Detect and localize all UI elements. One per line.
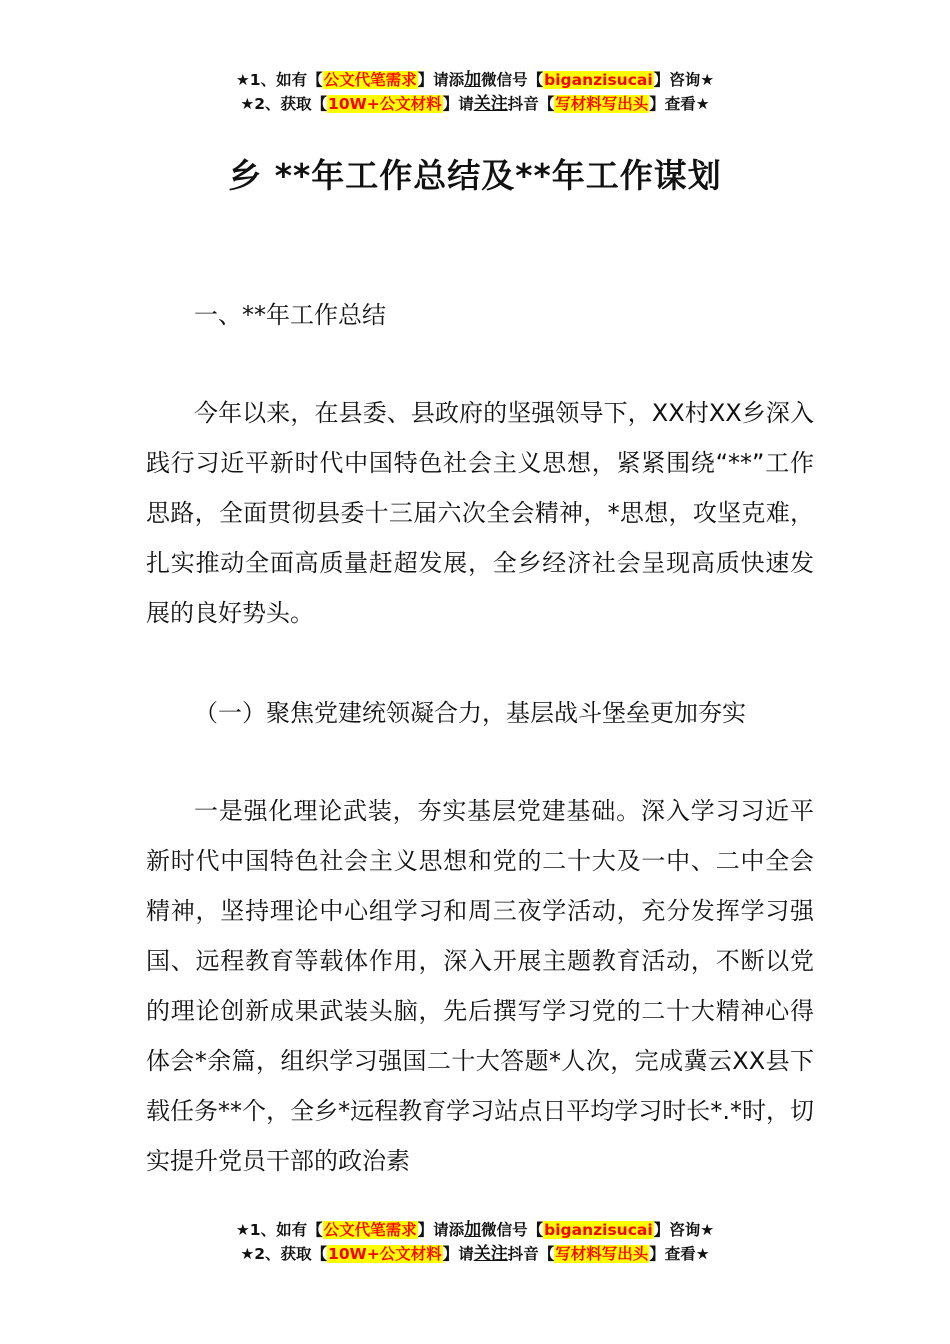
banner-text: 】查看★ [649, 1245, 710, 1263]
page-title: 乡 **年工作总结及**年工作谋划 [228, 156, 722, 195]
banner-text: 】请添 [417, 1221, 465, 1239]
highlight-wechat-id: biganzisucai [544, 71, 653, 89]
highlight-service: 公文代笔需求 [323, 1221, 417, 1239]
banner-text: 】请 [442, 1245, 474, 1263]
highlight-materials: 10W+公文材料 [328, 95, 442, 113]
banner-emphasis: 关注 [473, 94, 508, 114]
section-heading: 一、**年工作总结 [194, 301, 386, 329]
banner-text: 】咨询★ [653, 1221, 715, 1239]
banner-text: ★2、获取【 [240, 1245, 328, 1263]
highlight-materials: 10W+公文材料 [328, 1245, 442, 1263]
banner-emphasis: 关注 [473, 1244, 508, 1264]
banner-emphasis: 加 [464, 70, 482, 90]
banner-text: ★2、获取【 [240, 95, 328, 113]
subsection-heading: （一）聚焦党建统领凝合力，基层战斗堡垒更加夯实 [194, 699, 746, 727]
body-paragraph: 一是强化理论武装，夯实基层党建基础。深入学习习近平新时代中国特色社会主义思想和党的二十大及一中、二中全会精神，坚持理论中心组学习和周三夜学活动，充分发挥学习强国、远程教育等载体作用，深入开展主题教育活动，不断以党的理论创新成果武装头脑，先后撰写学习党的二十大精神心得体会*余篇，组织学习强国二十大答题*人次，完成冀云XX县下载任务**个，全乡*远程教育学习站点日平均学习时长*.*时，切实提升党员干部的政治素 [146, 797, 814, 1175]
banner-text: ★1、如有【 [235, 1221, 323, 1239]
banner-text: 微信号【 [481, 71, 544, 89]
banner-text: 】请 [442, 95, 474, 113]
banner-text: 抖音【 [507, 1245, 555, 1263]
banner-text: 抖音【 [507, 95, 555, 113]
footer-banner [0, 1218, 950, 1266]
highlight-wechat-id: biganzisucai [544, 1221, 653, 1239]
banner-emphasis: 加 [464, 1220, 482, 1240]
banner-text: 】查看★ [649, 95, 710, 113]
intro-paragraph: 今年以来，在县委、县政府的坚强领导下，XX村XX乡深入践行习近平新时代中国特色社会主义思想，紧紧围绕“**”工作思路，全面贯彻县委十三届六次全会精神，*思想，攻坚克难，扎实推动全面高质量赶超发展，全乡经济社会呈现高质快速发展的良好势头。 [146, 399, 814, 627]
banner-line-2 [0, 1242, 950, 1266]
banner-line-1 [0, 1218, 950, 1242]
banner-text: ★1、如有【 [235, 71, 323, 89]
header-banner [0, 68, 950, 116]
banner-text: 微信号【 [481, 1221, 544, 1239]
highlight-service: 公文代笔需求 [323, 71, 417, 89]
banner-text: 】咨询★ [653, 71, 715, 89]
banner-line-1 [0, 68, 950, 92]
banner-line-2 [0, 92, 950, 116]
banner-text: 】请添 [417, 71, 465, 89]
highlight-douyin: 写材料写出头 [555, 1245, 649, 1263]
highlight-douyin: 写材料写出头 [555, 95, 649, 113]
